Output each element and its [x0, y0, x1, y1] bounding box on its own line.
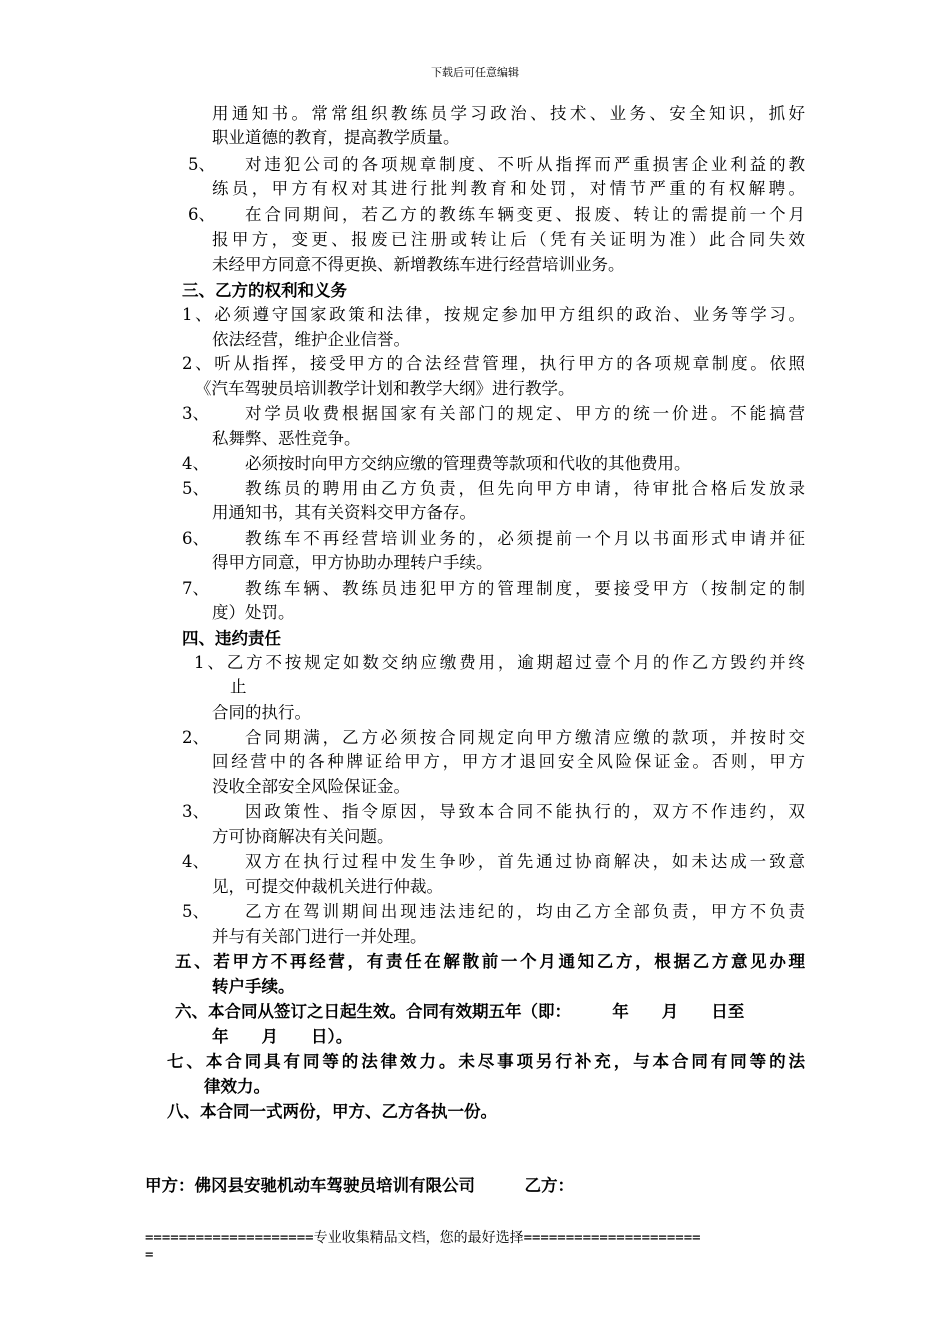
text-line: 回经营中的各种牌证给甲方，甲方才退回安全风险保证金。否则，甲方: [212, 752, 805, 771]
text-line: 合同期满，乙方必须按合同规定向甲方缴清应缴的款项，并按时交: [245, 728, 805, 747]
text-line: 得甲方同意，甲方协助办理转户手续。: [212, 553, 493, 572]
item-number: 7、: [182, 579, 209, 598]
section-heading: 七、本合同具有同等的法律效力。未尽事项另行补充，与本合同有同等的法: [167, 1052, 805, 1071]
text-line: 教练员的聘用由乙方负责，但先向甲方申请，待审批合格后发放录: [245, 479, 805, 498]
text-line: 依法经营，维护企业信誉。: [212, 330, 410, 349]
item-number: 4、: [182, 852, 209, 871]
text-line: 并与有关部门进行一并处理。: [212, 927, 427, 946]
text-line: 对学员收费根据国家有关部门的规定、甲方的统一价进。不能搞营: [245, 404, 805, 423]
item-number: 3、: [182, 802, 209, 821]
text-line: 必须按时向甲方交纳应缴的管理费等款项和代收的其他费用。: [245, 454, 691, 473]
section-heading: 五、若甲方不再经营，有责任在解散前一个月通知乙方，根据乙方意见办理: [175, 952, 805, 971]
text-line: 在合同期间，若乙方的教练车辆变更、报废、转让的需提前一个月: [245, 205, 805, 224]
text-line: 没收全部安全风险保证金。: [212, 777, 410, 796]
text-line: 因政策性、指令原因，导致本合同不能执行的，双方不作违约，双: [245, 802, 805, 821]
footer-line: =: [145, 1247, 154, 1263]
text-line: 《汽车驾驶员培训教学计划和教学大纲》进行教学。: [195, 379, 575, 398]
text-line: 练员，甲方有权对其进行批判教育和处罚，对情节严重的有权解聘。: [212, 179, 805, 198]
page-footer: [145, 1227, 701, 1263]
text-line: 未经甲方同意不得更换、新增教练车进行经营培训业务。: [212, 255, 625, 274]
text-line: 止: [230, 677, 247, 696]
text-line: 私舞弊、恶性竞争。: [212, 429, 361, 448]
text-line: 教练车辆、教练员违犯甲方的管理制度，要接受甲方（按制定的制: [245, 579, 805, 598]
text-line: 1、必须遵守国家政策和法律，按规定参加甲方组织的政治、业务等学习。: [182, 305, 805, 324]
text-line: 报甲方，变更、报废已注册或转让后（凭有关证明为准）此合同失效: [212, 230, 805, 249]
text-line: 用通知书。常常组织教练员学习政治、技术、业务、安全知识，抓好: [212, 104, 805, 123]
text-line: 教练车不再经营培训业务的，必须提前一个月以书面形式申请并征: [245, 529, 805, 548]
footer-line: ====================专业收集精品文档，您的最好选择=====================: [145, 1230, 701, 1246]
text-line: 双方在执行过程中发生争吵，首先通过协商解决，如未达成一致意: [245, 852, 805, 871]
text-line: 转户手续。: [212, 977, 295, 996]
text-line: 1、乙方不按规定如数交纳应缴费用，逾期超过壹个月的作乙方毁约并终: [194, 653, 805, 672]
item-number: 6、: [188, 205, 215, 224]
page-header: 下载后可任意编辑: [431, 66, 519, 79]
item-number: 5、: [182, 479, 209, 498]
item-number: 4、: [182, 454, 209, 473]
item-number: 5、: [182, 902, 209, 921]
text-line: 对违犯公司的各项规章制度、不听从指挥而严重损害企业利益的教: [245, 155, 805, 174]
text-line: 年 月 日）。: [212, 1027, 353, 1046]
text-line: 用通知书，其有关资料交甲方备存。: [212, 503, 476, 522]
text-line: 方可协商解决有关问题。: [212, 827, 394, 846]
item-number: 6、: [182, 529, 209, 548]
item-number: 5、: [188, 155, 215, 174]
text-line: 乙方在驾训期间出现违法违纪的，均由乙方全部负责，甲方不负责: [245, 902, 805, 921]
section-heading: 六、本合同从签订之日起生效。合同有效期五年（即： 年 月 日至: [175, 1002, 745, 1021]
signature-line: 甲方：佛冈县安驰机动车驾驶员培训有限公司 乙方：: [145, 1176, 574, 1195]
section-heading: 三、乙方的权利和义务: [182, 281, 347, 300]
text-line: 职业道德的教育，提高教学质量。: [212, 128, 460, 147]
text-line: 见，可提交仲裁机关进行仲裁。: [212, 877, 443, 896]
text-line: 2、听从指挥，接受甲方的合法经营管理，执行甲方的各项规章制度。依照: [182, 354, 805, 373]
text-line: 合同的执行。: [212, 703, 311, 722]
section-heading: 四、违约责任: [182, 629, 281, 648]
item-number: 3、: [182, 404, 209, 423]
text-line: 度）处罚。: [212, 603, 295, 622]
item-number: 2、: [182, 728, 209, 747]
text-line: 律效力。: [204, 1077, 270, 1096]
section-heading: 八、本合同一式两份，甲方、乙方各执一份。: [167, 1102, 497, 1121]
